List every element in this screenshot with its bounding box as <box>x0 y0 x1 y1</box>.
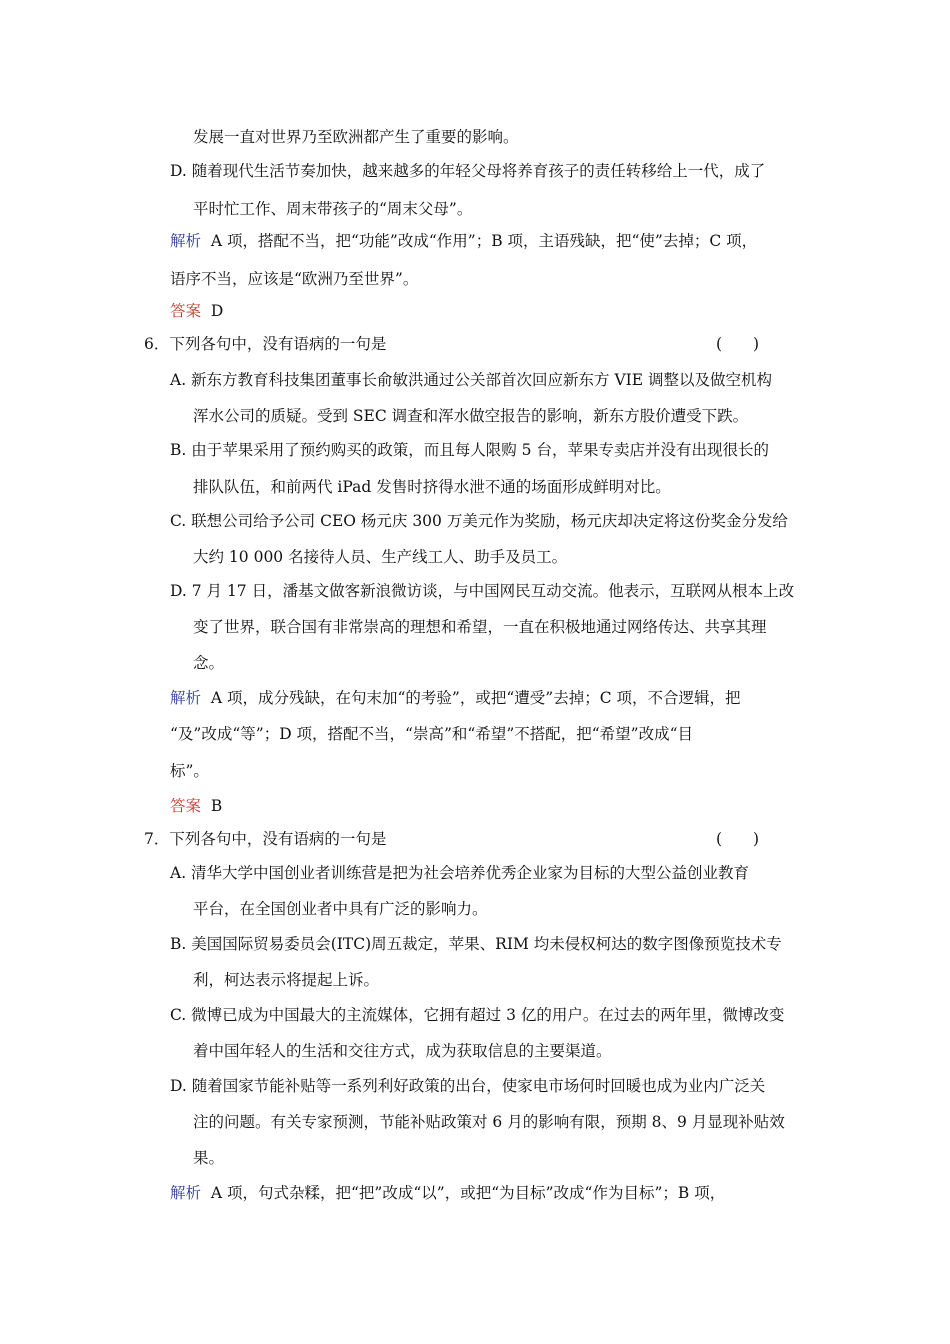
option-d: D. 随着国家节能补贴等一系列利好政策的出台，使家电市场何时回暖也成为业内广泛关 <box>170 1077 766 1095</box>
analysis-text: A 项，搭配不当，把“功能”改成“作用”；B 项，主语残缺，把“使”去掉；C 项， <box>210 232 758 250</box>
answer-line <box>170 300 223 322</box>
analysis-line: 语序不当，应该是“欧洲乃至世界”。 <box>170 270 419 288</box>
text-line: 大约 10 000 名接待人员、生产线工人、助手及员工。 <box>193 548 568 566</box>
text-line: 利，柯达表示将提起上诉。 <box>193 971 380 989</box>
text-line: 果。 <box>193 1149 225 1167</box>
analysis-text: A 项，成分残缺，在句末加“的考验”，或把“遭受”去掉；C 项，不合逻辑，把 <box>210 689 741 707</box>
option-b: B. 由于苹果采用了预约购买的政策，而且每人限购 5 台，苹果专卖店并没有出现很长的 <box>170 441 769 459</box>
text-line: 念。 <box>193 654 225 672</box>
answer-label: 答案 <box>170 797 202 815</box>
option-c: C. 微博已成为中国最大的主流媒体，它拥有超过 3 亿的用户。在过去的两年里，微博改变 <box>170 1006 785 1024</box>
question-stem: 6．下列各句中，没有语病的一句是 <box>144 335 387 353</box>
text-line: 发展一直对世界乃至欧洲都产生了重要的影响。 <box>193 128 519 146</box>
question-stem: 7．下列各句中，没有语病的一句是 <box>144 830 387 848</box>
answer-line <box>170 795 222 817</box>
option-c: C. 联想公司给予公司 CEO 杨元庆 300 万美元作为奖励，杨元庆却决定将这份奖金分发给 <box>170 512 788 530</box>
text-line: 着中国年轻人的生活和交往方式，成为获取信息的主要渠道。 <box>193 1042 612 1060</box>
answer-value: D <box>210 302 224 320</box>
analysis-line <box>170 687 740 709</box>
answer-label: 答案 <box>170 302 202 320</box>
answer-value: B <box>210 797 223 815</box>
analysis-line: “及”改成“等”；D 项，搭配不当，“崇高”和“希望”不搭配，把“希望”改成“目 <box>170 725 694 743</box>
analysis-line: 标”。 <box>170 762 209 780</box>
option-a: A. 新东方教育科技集团董事长俞敏洪通过公关部首次回应新东方 VIE 调整以及做空机构 <box>170 371 773 389</box>
text-line: 平时忙工作、周末带孩子的“周末父母”。 <box>193 200 473 218</box>
answer-blank: ( ) <box>716 335 760 353</box>
analysis-label: 解析 <box>170 689 202 707</box>
analysis-line <box>170 1182 725 1204</box>
analysis-line <box>170 230 757 252</box>
option-d: D. 7 月 17 日，潘基文做客新浪微访谈，与中国网民互动交流。他表示，互联网从根本上改 <box>170 582 795 600</box>
text-line: 浑水公司的质疑。受到 SEC 调查和浑水做空报告的影响，新东方股价遭受下跌。 <box>193 407 749 425</box>
text-line: 注的问题。有关专家预测，节能补贴政策对 6 月的影响有限，预期 8、9 月显现补贴效 <box>193 1113 785 1131</box>
text-line: 平台，在全国创业者中具有广泛的影响力。 <box>193 900 488 918</box>
analysis-label: 解析 <box>170 232 202 250</box>
text-line: 变了世界，联合国有非常崇高的理想和希望，一直在积极地通过网络传达、共享其理 <box>193 618 767 636</box>
answer-blank: ( ) <box>716 830 760 848</box>
option-d: D. 随着现代生活节奏加快，越来越多的年轻父母将养育孩子的责任转移给上一代，成了 <box>170 162 766 180</box>
analysis-text: A 项，句式杂糅，把“把”改成“以”，或把“为目标”改成“作为目标”；B 项， <box>210 1184 726 1202</box>
text-line: 排队队伍，和前两代 iPad 发售时挤得水泄不通的场面形成鲜明对比。 <box>193 478 671 496</box>
option-a: A. 清华大学中国创业者训练营是把为社会培养优秀企业家为目标的大型公益创业教育 <box>170 864 750 882</box>
analysis-label: 解析 <box>170 1184 202 1202</box>
option-b: B. 美国国际贸易委员会(ITC)周五裁定，苹果、RIM 均未侵权柯达的数字图像预览技术专 <box>170 935 782 953</box>
